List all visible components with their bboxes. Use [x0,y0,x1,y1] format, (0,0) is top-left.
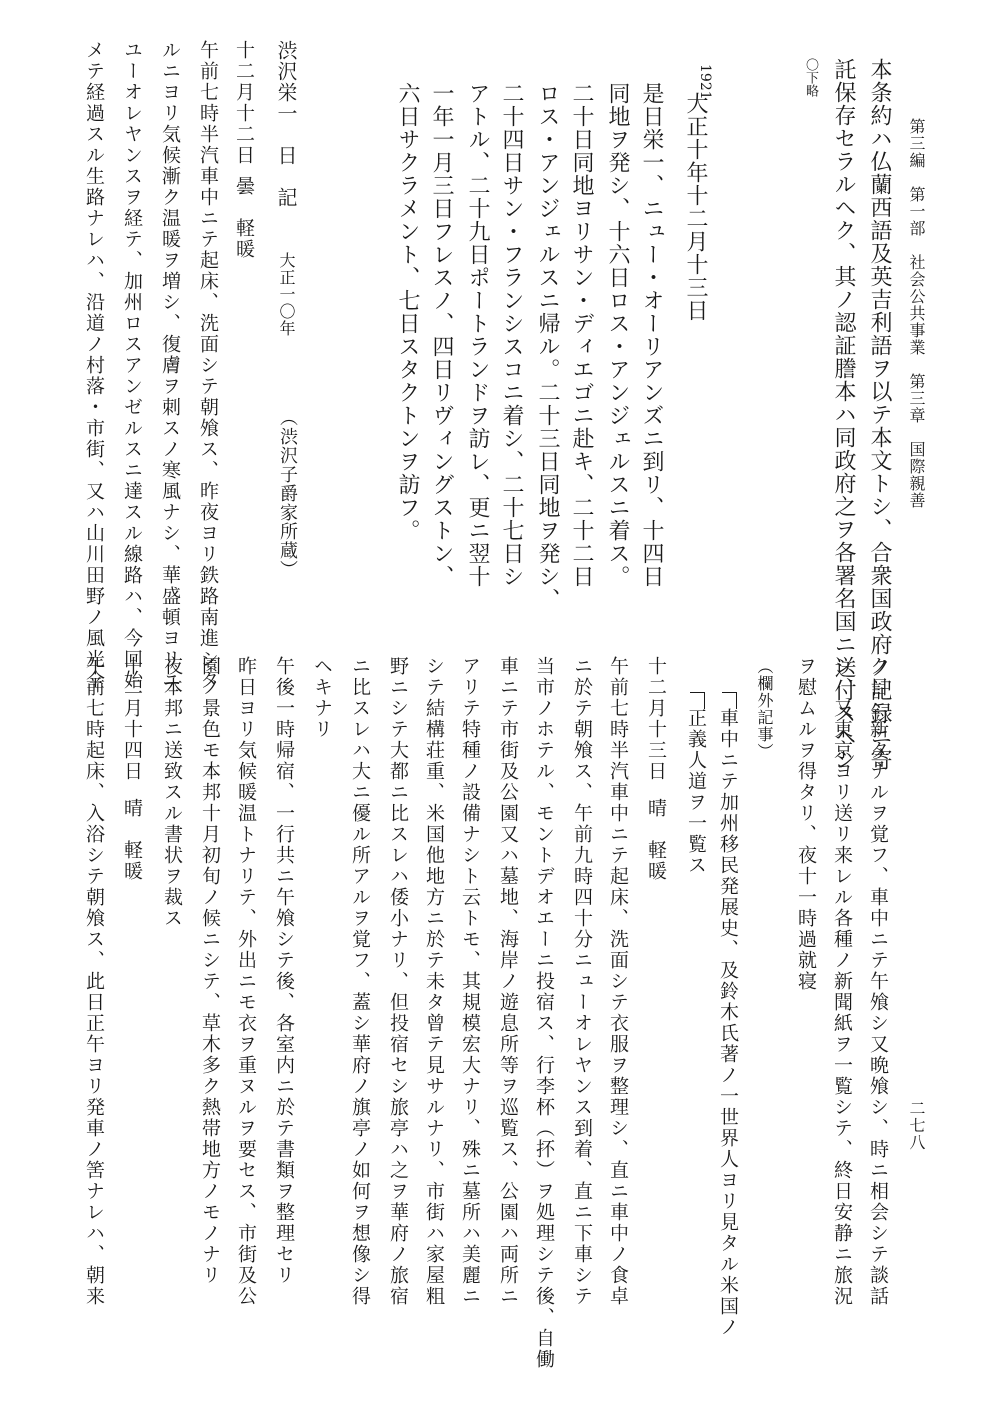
diary-line: ク目ニ新タナルヲ覚フ、車中ニテ午飧シ又晩飧シ、時ニ相会シテ談話 [867,656,889,1307]
diary-line: 夜本邦ニ送致スル書状ヲ裁ス [161,656,183,929]
treaty-line-2: 託保存セラルヘク、其ノ認証謄本ハ同政府之ヲ各署名国ニ送付スヘシ [831,58,856,771]
diary-line: メテ経過スル生路ナレハ、沿道ノ村落・市街、又ハ山川田野ノ風光全 [83,40,105,691]
diary-line: アリテ特種ノ設備ナシト云トモ、其規模宏大ナリ、殊ニ墓所ハ美麗ニ [459,656,481,1307]
diary-line: 車ニテ市街及公園又ハ墓地、海岸ノ遊息所等ヲ巡覧ス、公園ハ両所ニ [497,656,519,1307]
diary-weather-1: 曇 軽暖 [233,176,255,260]
marginal-note-label: （欄外記事） [755,658,774,760]
diary-weather-3: 晴 軽暖 [121,798,143,882]
diary-line: 午後一時帰宿、一行共ニ午飧シテ後、各室内ニ於テ書類ヲ整理セリ [273,656,295,1286]
diary-date-3: 十二月十四日 [121,656,143,782]
marginal-bracket-1 [722,692,737,709]
running-head: 第三編 第一部 社会公共事業 第三章 国際親善 [907,118,926,509]
marginal-note-line-2: 正義人道ヲ一覧ス [685,708,707,876]
summary-line-5: 二十四日サン・フランシスコニ着シ、二十七日シ [499,82,524,588]
summary-line-3: 二十日同地ヨリサン・ディエゴニ赴キ、二十二日 [569,82,594,588]
marginal-note-line-1: 車中ニテ加州移民発展史、及鈴木氏著ノ一世界人ヨリ見タル米国ノ [717,708,739,1338]
summary-line-7: 一年一月三日フレスノ、四日リヴィングストン、 [429,82,454,588]
diary-line: 当市ノホテル、モントデオエーニ投宿ス、行李杯（抔）ヲ処理シテ後、自働 [533,656,555,1370]
treaty-line-1: 本条約ハ仏蘭西語及英吉利語ヲ以テ本文トシ、合衆国政府ノ記録ニ寄 [867,58,892,771]
diary-line: ルニヨリ気候漸ク温暖ヲ増シ、復膚ヲ刺スノ寒風ナシ、華盛頓ヨリニ [159,40,181,691]
diary-date-1: 十二月十二日 [233,40,255,166]
diary-line: ニ比スレハ大ニ優ル所アルヲ覚フ、蓋シ華府ノ旗亭ノ如何ヲ想像シ得 [349,656,371,1307]
diary-line: 午前七時半汽車中ニテ起床、洗面シテ朝飧ス、昨夜ヨリ鉄路南進シタ [197,40,219,691]
diary-line: ユーオレヤンスヲ経テ、加州ロスアンゼルスニ達スル線路ハ、今回始 [121,40,143,691]
diary-date-2: 十二月十三日 [645,656,667,782]
diary-line: 午前七時半汽車中ニテ起床、洗面シテ衣服ヲ整理シ、直ニ車中ノ食卓 [607,656,629,1307]
source-holder: （渋沢子爵家所蔵） [277,408,298,579]
diary-line: 午前七時起床、入浴シテ朝飧ス、此日正午ヨリ発車ノ筈ナレハ、朝来 [83,656,105,1307]
year-marker: 1921 [697,64,713,100]
marginal-bracket-2 [690,692,705,709]
page-number: 二七八 [907,1100,926,1151]
diary-line: ニ於テ朝飧ス、午前九時四十分ニューオレヤンス到着、直ニ下車シテ [571,656,593,1307]
diary-line: 昨日ヨリ気候暖温トナリテ、外出ニモ衣ヲ重ヌルヲ要セス、市街及公 [235,656,257,1307]
omission-note: 〇下略 [803,58,818,97]
summary-line-4: ロス・アンジェルスニ帰ル。二十三日同地ヲ発シ、 [535,82,560,611]
diary-line: ヲ慰ムルヲ得タリ、夜十一時過就寝 [795,656,817,992]
summary-line-6: アトル、二十九日ポートランドヲ訪レ、更ニ翌十 [465,82,490,588]
entry-date-heading: 大正十年十二月十三日 [683,92,708,322]
diary-line: シ、又東京ヨリ送リ来レル各種ノ新聞紙ヲ一覧シテ、終日安静ニ旅況 [831,656,853,1307]
diary-line: ヘキナリ [311,656,333,740]
summary-line-2: 同地ヲ発シ、十六日ロス・アンジェルスニ着ス。 [605,82,630,588]
source-title: 渋沢栄一 日 記 [274,40,298,208]
diary-weather-2: 晴 軽暖 [645,798,667,882]
diary-line: シテ結構荘重、米国他地方ニ於テ未タ曾テ見サルナリ、市街ハ家屋粗 [423,656,445,1307]
source-year: 大正一〇年 [277,252,296,337]
summary-line-8: 六日サクラメント、七日スタクトンヲ訪フ。 [395,82,420,542]
diary-line: 野ニシテ大都ニ比スレハ倭小ナリ、但投宿セシ旅亭ハ之ヲ華府ノ旅宿 [387,656,409,1307]
diary-line: 園ノ景色モ本邦十月初旬ノ候ニシテ、草木多ク熱帯地方ノモノナリ [199,656,221,1286]
summary-line-1: 是日栄一、ニュー・オーリアンズニ到リ、十四日 [639,82,664,588]
